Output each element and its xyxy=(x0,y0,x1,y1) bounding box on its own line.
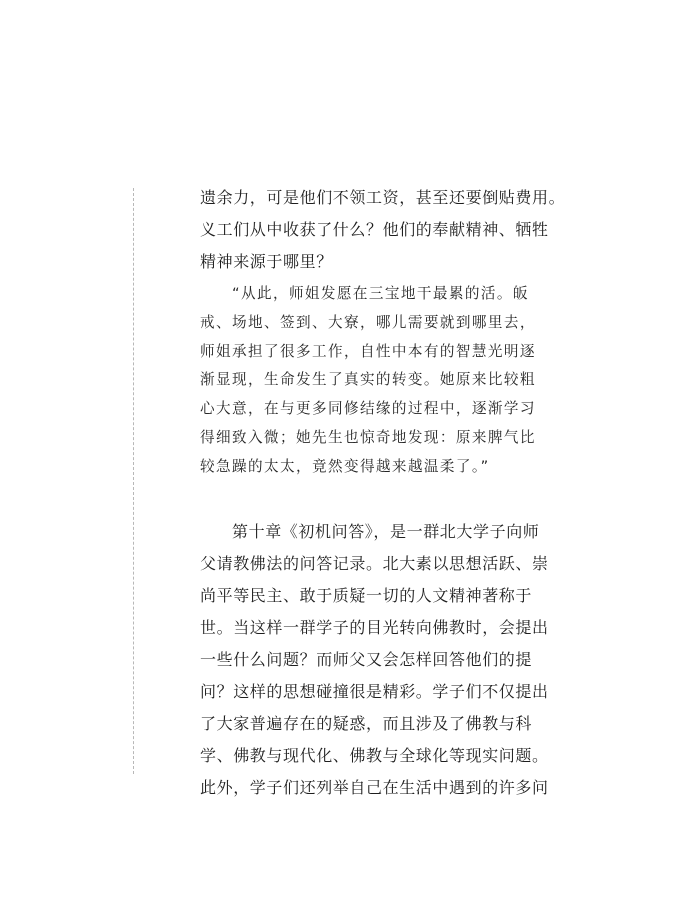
quote-line: 心大意，在与更多同修结缘的过程中，逐渐学习 xyxy=(200,400,536,418)
text-line: 一些什么问题？而师父又会怎样回答他们的提 xyxy=(200,649,533,669)
quote-line: 渐显现，生命发生了真实的转变。她原来比较粗 xyxy=(200,371,536,389)
paragraph-chapter-ten xyxy=(200,516,549,804)
text-line: 尚平等民主、敢于质疑一切的人文精神著称于 xyxy=(200,585,533,605)
block-quote xyxy=(200,280,536,482)
quote-line: 戒、场地、签到、大寮，哪儿需要就到哪里去， xyxy=(200,313,536,331)
text-line: 父请教佛法的问答记录。北大素以思想活跃、崇 xyxy=(200,553,549,573)
text-line: 遗余力，可是他们不领工资，甚至还要倒贴费用。 xyxy=(200,188,566,207)
text-line: 此外，学子们还列举自己在生活中遇到的许多问 xyxy=(200,777,549,797)
page-body-text xyxy=(200,182,566,804)
text-line: 义工们从中收获了什么？他们的奉献精神、牺牲 xyxy=(200,220,549,239)
text-line: 了大家普遍存在的疑惑，而且涉及了佛教与科 xyxy=(200,713,533,733)
text-line: 精神来源于哪里？ xyxy=(200,252,333,271)
text-line: 第十章《初机问答》，是一群北大学子向师 xyxy=(232,521,540,541)
quote-line: “从此，师姐发愿在三宝地干最累的活。皈 xyxy=(232,285,529,302)
quote-line: 得细致入微；她先生也惊奇地发现：原来脾气比 xyxy=(200,428,536,446)
paragraph-continuation xyxy=(200,182,566,278)
margin-dashed-rule xyxy=(133,188,134,774)
text-line: 世。当这样一群学子的目光转向佛教时，会提出 xyxy=(200,617,549,637)
text-line: 学、佛教与现代化、佛教与全球化等现实问题。 xyxy=(200,745,549,765)
quote-line: 师姐承担了很多工作，自性中本有的智慧光明逐 xyxy=(200,342,536,360)
quote-line: 较急躁的太太，竟然变得越来越温柔了。” xyxy=(200,457,490,475)
text-line: 问？这样的思想碰撞很是精彩。学子们不仅提出 xyxy=(200,681,549,701)
